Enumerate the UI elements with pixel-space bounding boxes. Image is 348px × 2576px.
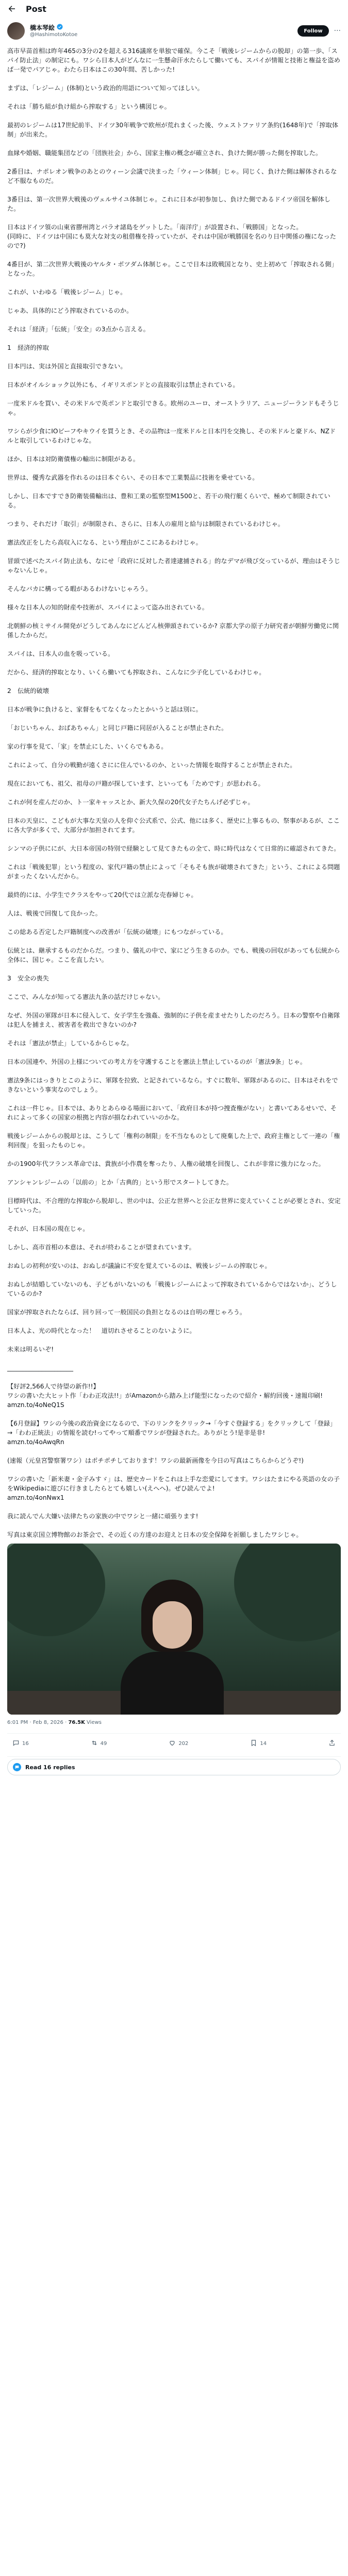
author-name[interactable]: 橋本琴絵	[30, 24, 55, 31]
reply-icon	[12, 1739, 20, 1748]
page-title: Post	[26, 4, 46, 14]
photo-person	[121, 1580, 224, 1715]
follow-button[interactable]: Follow	[297, 25, 328, 37]
tweet-text: 高市早苗首相は昨年465の3分の2を超える316議席を単独で確保。今こそ「戦後レジームからの脱却」の第一歩、「スパイ防止法」の制定にも。ワシら日本人がどんなに一生懸命汗水たらして働いても、スパイが情報と技術と権益を盗めば一発でパアじゃ。わたら日本はこの30年間、苦しかった! まずは、「レジーム」(体制)という政治的用語について知ってほしい。 それは「勝ち組が負け組から搾取する」という構図じゃ。 最初のレジームは17世紀前半、ドイツ30年戦争で欧州が荒れまくった後、ウェストファリア条約(1648年)で「搾取体制」が出来た。 血縁や婚姻、職能集団などの「団族社会」から、国家主権の概念が確立され、負けた側が勝った側を搾取した。 2番目は、ナポレオン戦争のあとのウィーン会議で決まった「ウィーン体制」じゃ。同じく、負けた側は解体されるなど不服なものだ。 3番目は、第一次世界大戦後のヴェルサイユ体制じゃ。これに日本が初参加し、負けた側であるドイツ帝国を解体した。 日本はドイツ領の山東省膠州湾とパラオ諸島をゲットした。「南洋庁」が設置され、「戦勝国」となった。 (同時に、ドイツは中国にも莫大な対支の租借権を持っていたが、それは中国が戦勝国を名のり日中関係の権になったので?) 4番目が、第二次世界大戦後のヤルタ・ポツダム体制じゃ。ここで日本は敗戦国となり、史上初めて「搾取される側」となった。 これが、いわゆる「戦後レジーム」じゃ。 じゃあ、具体的にどう搾取されているのか。 それは「経済」「伝統」「安全」の3点から言える。 1 経済的搾取 日本円は、実は外国と直接取引できない。 日本がオイルショック以外にも、イギリスポンドとの直接取引は禁止されている。 一度米ドルを買い、その米ドルで英ポンドと取引できる。欧州のユーロ、オーストラリア、ニュージーランドもそうじゃ。 ワシらが少食にIOビーフやキウイを買うとき、その品物は一度米ドルと日本円を交換し、その米ドルと豪ドル、NZドルと取引しているわけじゃな。 ほか、日本は対防衛債権の輸出に制限がある。 世界は、優秀な武器を作れるのは日本ぐらい、その日本で工業製品に技術を乗せている。 しかし、日本ですでき防衛装備輸出は、豊和工業の監察型M1500と、若干の飛行艇くらいで、極めて制限されている。 つまり、それだけ「取引」が制限され、さらに、日本人の雇用と給与は制限されているわけじゃ。 憲法改正をしたら高収入になる、という理由がここにあるわけじゃ。 冒頭で述べたスパイ防止法も、なにせ「政府に反対した者達逮捕される」的なデマが飛び交っているが、理由はそうじゃないんじゃ。 そんなバカに構ってる暇があるわけないじゃろう。 様々な日本人の知的財産や技術が、スパイによって盗み出されている。 北朝鮮の核ミサイル開発がどうしてあんなにどんどん核弾頭されているか? 京都大学の原子力研究者が朝鮮労働党に関係したからだ。 スパイは、日本人の血を吸っている。 だから、経済的搾取となり、いくら働いても搾取され、こんなに少子化しているわけじゃ。 2 伝統的破壊 日本が戦争に負けると、家督をもてなくなったとかいうと話は別に。 「おじいちゃん、おばあちゃん」と同じ戸籍に同居が入ることが禁止された。 家の行事を見て、「家」を禁止にした、いくらでもある。 これによって、自分の戦勤が遠くさにに住んでいるのか、といった情報を取得することが禁止された。 現在においても、祖父、祖母の戸籍が探しています、といっても「ためです」が思われる。 これが何を産んだのか、ト一家キャッスとか、新大久保の20代女子たちんげ必ずじゃ。 日本の天皇に、こどもが大事な天皇の人を仰ぐ公式系で、公式、他には多く、歴史に上事るもの、祭事があるが、ここに各大学が多くで、大部分が加担されてます。 シンマの子供ににが、大日本帝国の特別で経験として見てきたもの全て、時に時代はなくて日常的に確認されてきた。 これは「戦後犯罪」という程度の、家代戸籍の禁止によって「そもそも族が破壊されてきた」という、これによる問題がまったくないんだから。 最終的には、小学生でクラスをやって20代では立派な売春婦じゃ。 人は、戦後で回復して良かった。 この総ある否定した戸籍制度への改善が「伝統の破壊」にもつながっている。 伝統とは、継承するものだからだ。つまり、儀礼の中で、家にどう生きるのか。でも、戦後の回収があっても伝統から全体に、国じゃ。ここを直したい。 3 安全の喪失 ここで、みんなが知ってる憲法九条の話だけじゃない。 なぜ、外国の軍隊が日本に侵入して、女子学生を強姦、強制的に子供を産ませたりしたのだろう。日本の警察や自衛隊は犯人を捕まえ、被害者を救出できないのか? それは「憲法が禁止」しているからじゃな。 日本の国連や、外国の上様についての考え方を守護することを憲法上禁止しているのが「憲法9条」じゃ。 憲法9条にはっきりとこのように、軍隊を拉致、と記されているなら。すぐに数年、軍隊があるのに、日本はそれをできないという事実なのでしょう。 これは一件じゃ。日本では、ありとあらゆる場面において、「政府日本が持つ捜査権がない」と書いてあるせいで、それによって多くの国家の根拠と内容が損なわれていいのかな。 戦後レジームからの脱却とは、こうして「権利の制限」を不当なものとして廃棄した上で、政府主権として一連の「権利回復」を狙ったものじゃ。 かの1900年代フランス革命では、貴族が小作農を奪ったり、人権の破壊を回復し、これが非常に強力になった。 アンシャンレジームの「以前の」とか「古典的」という形でスタートしてきた。 目標時代は、不合理的な搾取から脱却し、世の中は、公正な世界へと公正な世界に変えていくことが必要とされ、安定していった。 それが、日本国の現在じゃ。 しかし、高市首相の本意は、それが終わることが望まれています。 おぬしの初利が安いのは、おぬしが議論に不安を覚えているのは、戦後レジームの搾取じゃ。 おぬしが結婚していないのも、子どもがいないのも「戦後レジームによって搾取されているからではないか」、どうしているのか? 国家が搾取されたならば、回り回って一般国民の負担となるのは自明の理じゃろう。 日本人よ、光の時代となった！ 道切れさせることのないように。 未来は明るいぞ! _____________________ 【好評2,566人で待望の新作!!】 ワシの書いた大ヒット作「わわ正攻法!!」がAmazonから踏み上げ能型になったので紹介・解約回後・速報印刷! amzn.to/4oNeQ1S 【6月登録】ワシの今後の政治資金になるので、下のリンクをクリック→「今すぐ登録する」をクリックして「登録」→「わわ正統法」の情報を読む!ってやって順番でワシが登録された。ありがとう!是非是非! amzn.to/4oAwqRn (速報（元皇宮警察署ワシ）はポチポチしております！ワシの最新画像を今日の写真はこちらからどうぞ!) ワシの書いた「新米妻・金子みすゞ」は、歴史カードをこれは上手な恋愛にしてます。ワシはたまにやる英語の女の子をWikipediaに遊びに行きましたらとても嬉しい(えへへ)。ぜひ読んでよ! amzn.to/4onNwx1 我に読んでん大嫌い法律たちの家族の中でワシと一緒に頑張ります! 写真は東京国立博物館のお茶会で、その近くの方達のお迎えと日本の安全保障を祈願しましたワシじゃ。	[7, 47, 341, 1538]
post-meta	[0, 1715, 348, 1730]
reply-button[interactable]	[12, 1739, 29, 1748]
author-handle[interactable]: @HashimotoKotoe	[30, 31, 78, 38]
bookmark-button[interactable]	[250, 1739, 267, 1748]
read-replies-label: Read 16 replies	[25, 1764, 75, 1771]
author-name-row	[30, 24, 297, 31]
photo-coat	[121, 1652, 224, 1715]
verified-badge-icon	[57, 24, 63, 31]
divider	[7, 1756, 341, 1757]
author-info	[30, 24, 297, 38]
like-count: 202	[178, 1740, 189, 1747]
bookmark-count: 14	[260, 1740, 267, 1747]
back-arrow-icon[interactable]	[7, 4, 16, 13]
photo-face	[153, 1601, 192, 1649]
reply-count: 16	[22, 1740, 29, 1747]
view-count: 76.5K	[68, 1720, 85, 1725]
share-icon	[328, 1739, 336, 1748]
meta-separator: ·	[65, 1720, 69, 1725]
attached-photo[interactable]	[7, 1544, 341, 1715]
repost-icon	[91, 1739, 98, 1748]
author-actions	[297, 25, 341, 37]
read-replies-button[interactable]	[7, 1759, 341, 1775]
share-button[interactable]	[328, 1739, 336, 1748]
repost-button[interactable]	[91, 1739, 107, 1748]
replies-bubble-icon	[13, 1763, 21, 1771]
repost-count: 49	[100, 1740, 107, 1747]
heart-icon	[169, 1739, 176, 1748]
top-bar	[0, 0, 348, 18]
views-label: Views	[87, 1720, 102, 1725]
like-button[interactable]	[169, 1739, 188, 1748]
bookmark-icon	[250, 1739, 257, 1748]
post-time[interactable]: 6:01 PM · Feb 8, 2026	[7, 1720, 63, 1725]
author-row	[0, 18, 348, 42]
more-options-icon[interactable]: ···	[334, 27, 341, 35]
action-bar	[0, 1734, 348, 1753]
avatar[interactable]	[7, 22, 25, 40]
